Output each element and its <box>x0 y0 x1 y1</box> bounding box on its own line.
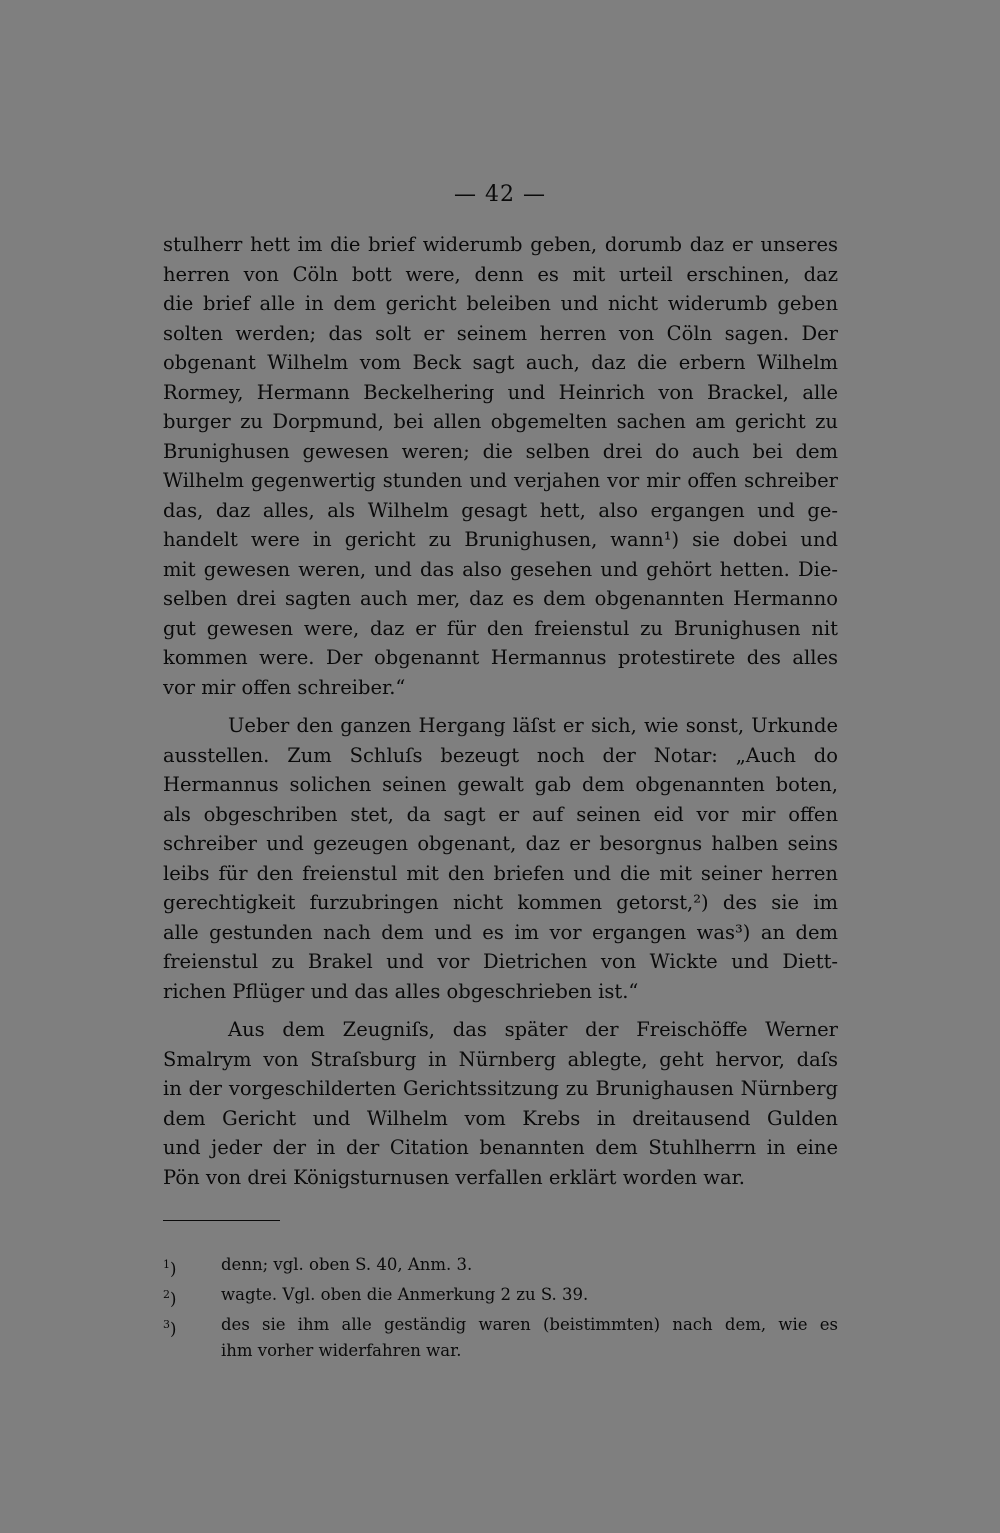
text-line: gut gewesen were, daz er für den freienstul zu Brunighusen nit <box>163 616 838 640</box>
footnote-marker: $^3$) <box>163 1318 177 1339</box>
footnote-marker: $^2$) <box>163 1288 177 1309</box>
paragraph-2 <box>163 711 838 1006</box>
text-line: gerechtigkeit furzubringen nicht kommen getorst,²) des sie im <box>163 891 838 914</box>
text-line: handelt were in gericht zu Brunighusen, wann¹) sie dobei und <box>163 528 838 551</box>
text-line: in der vorgeschilderten Gerichtssitzung zu Brunighausen Nürnberg <box>163 1077 838 1100</box>
footnote <box>163 1252 838 1282</box>
text-line: mit gewesen weren, und das also gesehen und gehört hetten. Die- <box>163 557 838 581</box>
text-line: schreiber und gezeugen obgenant, daz er besorgnus halben seins <box>163 832 838 855</box>
footnote-divider <box>163 1220 280 1221</box>
footnote-marker: $^1$) <box>163 1258 177 1279</box>
text-line: Brunighusen gewesen weren; die selben drei do auch bei dem <box>163 439 838 463</box>
text-line: Pön von drei Königsturnusen verfallen erklärt worden war. <box>163 1165 745 1189</box>
text-line: vor mir offen schreiber.“ <box>163 675 406 699</box>
text-line: freienstul zu Brakel und vor Dietrichen von Wickte und Diett- <box>163 950 838 973</box>
text-line: Hermannus solichen seinen gewalt gab dem obgenannten boten, <box>163 773 838 796</box>
text-line: Wilhelm gegenwertig stunden und verjahen vor mir offen schreiber <box>163 469 838 492</box>
text-line: ausstellen. Zum Schluſs bezeugt noch der Notar: „Auch do <box>163 743 838 767</box>
text-line: dem Gericht und Wilhelm vom Krebs in dreitausend Gulden <box>163 1106 838 1130</box>
footnote-text: ihm vorher widerfahren war. <box>221 1340 462 1360</box>
main-text <box>163 230 838 1192</box>
text-line: als obgeschriben stet, da sagt er auf seinen eid vor mir offen <box>163 802 838 826</box>
text-line: und jeder der in der Citation benannten dem Stuhlherrn in eine <box>163 1136 838 1159</box>
text-line: Rormey, Hermann Beckelhering und Heinrich von Brackel, alle <box>163 380 838 404</box>
footnote <box>163 1312 838 1363</box>
text-line: solten werden; das solt er seinem herren von Cöln sagen. Der <box>163 321 838 345</box>
text-line: alle gestunden nach dem und es im vor ergangen was³) an dem <box>163 920 838 944</box>
text-line: stulherr hett im die brief widerumb geben, dorumb daz er unseres <box>163 233 838 256</box>
paragraph-1 <box>163 230 838 702</box>
text-line: kommen were. Der obgenannt Hermannus protestirete des alles <box>163 646 838 669</box>
footnote-text: wagte. Vgl. oben die Anmerkung 2 zu S. 39. <box>221 1285 589 1304</box>
text-line: obgenant Wilhelm vom Beck sagt auch, daz die erbern Wilhelm <box>163 351 838 374</box>
footnote-text: denn; vgl. oben S. 40, Anm. 3. <box>221 1255 473 1274</box>
page-number: — 42 — <box>454 182 546 207</box>
footnote-text: des sie ihm alle geständig waren (beistimmten) nach dem, wie es <box>221 1315 838 1334</box>
text-line: Ueber den ganzen Hergang läſst er sich, wie sonst, Urkunde <box>228 714 838 737</box>
text-line: richen Pflüger und das alles obgeschrieben ist.“ <box>163 979 639 1003</box>
text-line: leibs für den freienstul mit den briefen und die mit seiner herren <box>163 861 838 885</box>
footnote <box>163 1282 838 1312</box>
text-line: herren von Cöln bott were, denn es mit urteil erschinen, daz <box>163 262 838 286</box>
text-line: Smalrym von Straſsburg in Nürnberg ablegte, geht hervor, daſs <box>163 1047 838 1071</box>
paragraph-3 <box>163 1015 838 1192</box>
text-line: burger zu Dorpmund, bei allen obgemelten sachen am gericht zu <box>163 410 838 433</box>
text-line: die brief alle in dem gericht beleiben und nicht widerumb geben <box>163 292 838 315</box>
footnotes <box>163 1252 838 1363</box>
text-line: Aus dem Zeugniſs, das später der Freischöffe Werner <box>228 1018 838 1041</box>
text-line: das, daz alles, als Wilhelm gesagt hett, also ergangen und ge- <box>163 498 838 522</box>
text-line: selben drei sagten auch mer, daz es dem obgenannten Hermanno <box>163 587 838 610</box>
